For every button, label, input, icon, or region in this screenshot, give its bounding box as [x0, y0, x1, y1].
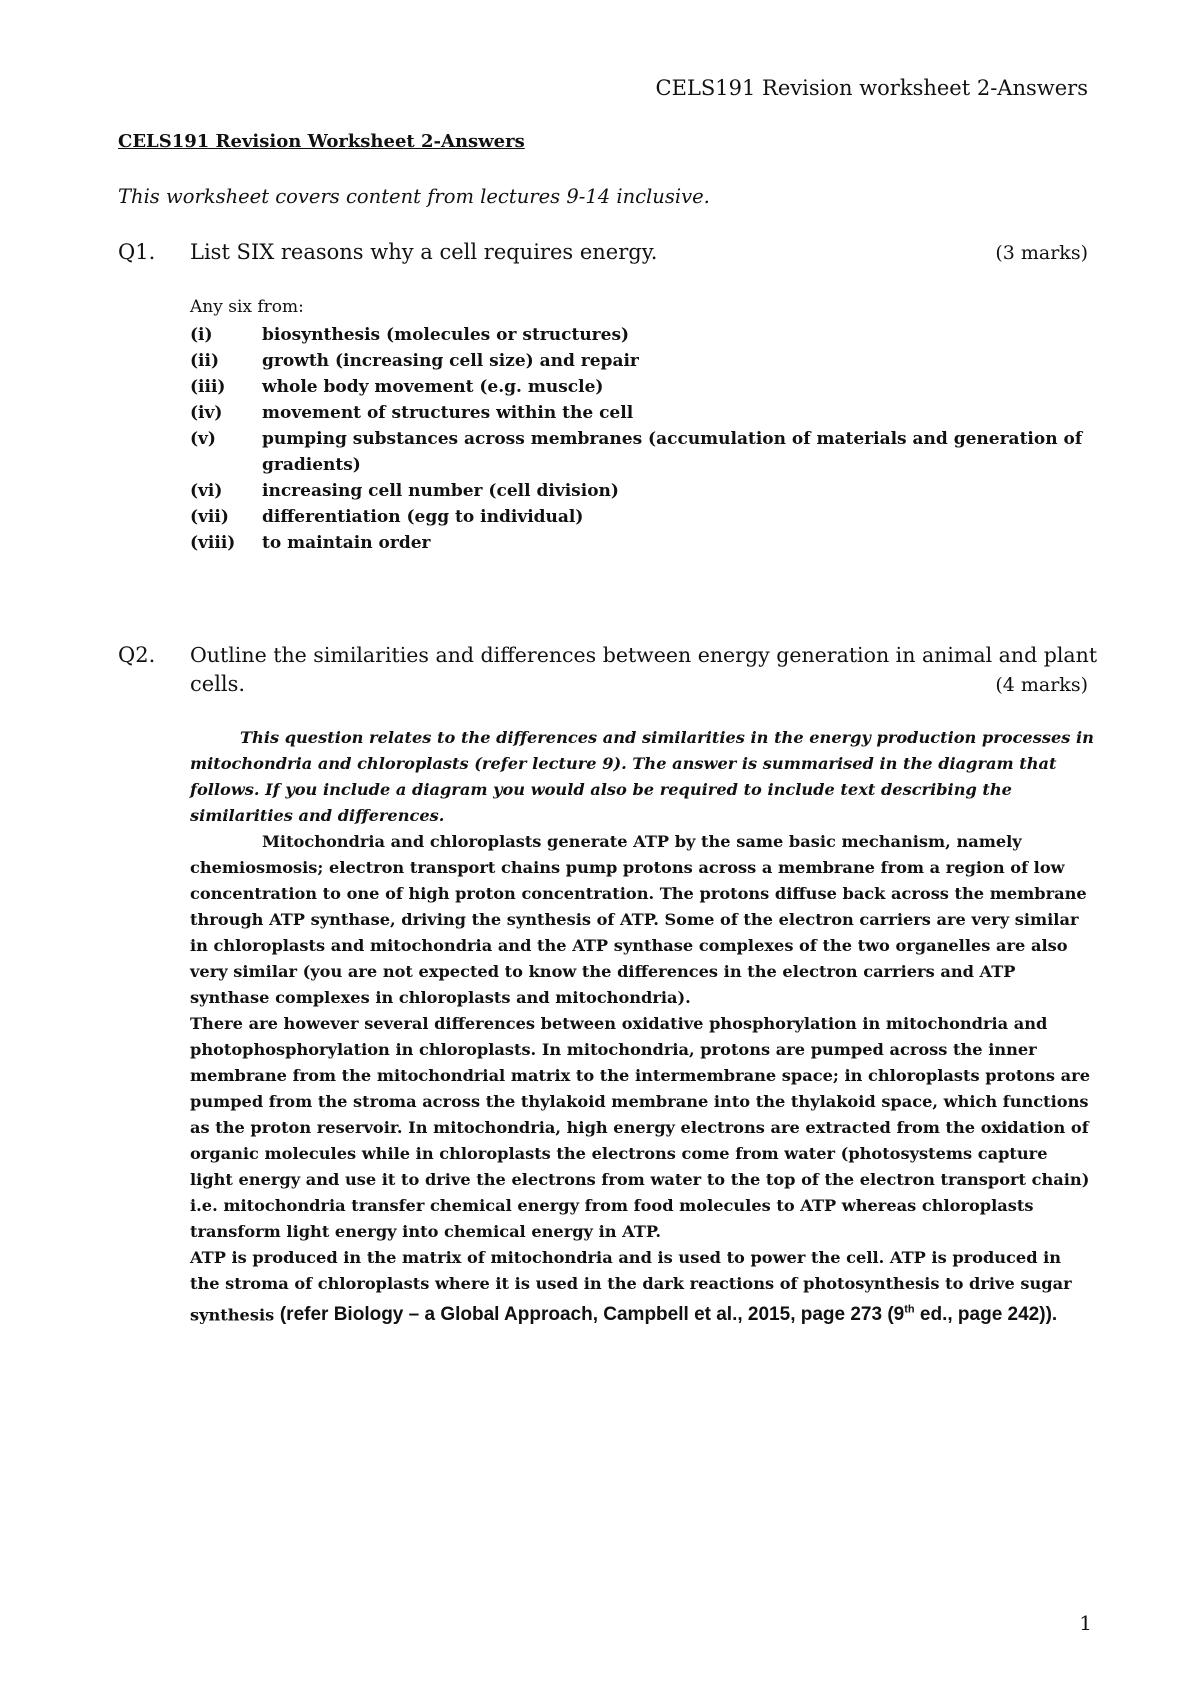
reference-part-a: (refer Biology – a Global Approach, Campbell et al., 2015, page 273 (9: [279, 1304, 905, 1326]
page-number: 1: [1079, 1611, 1092, 1635]
q2-number: Q2.: [118, 643, 156, 667]
list-item: [190, 478, 1090, 504]
document-title: CELS191 Revision Worksheet 2-Answers: [118, 131, 525, 152]
list-item: [190, 400, 1090, 426]
q2-paragraph-2: There are however several differences between oxidative phosphorylation in mitochondria and photophosphorylation in chloroplasts. In mitochondria, protons are pumped across the inner membrane from the mitochondrial matrix to the intermembrane space; in chloroplasts protons are pumped from the stroma across the thylakoid membrane into the thylakoid space, which functions as the proton reservoir. In mitochondria, high energy electrons are extracted from the oxidation of organic molecules while in chloroplasts the electrons come from water (photosystems capture light energy and use it to drive the electrons from water to the top of the electron transport chain) i.e. mitochondria transfer chemical energy from food molecules to ATP whereas chloroplasts transform light energy into chemical energy in ATP.: [190, 1014, 1090, 1241]
q2-marks: (4 marks): [995, 674, 1088, 696]
q2-answer: [190, 725, 1095, 1328]
q1-any-label: Any six from:: [190, 297, 304, 317]
q2-paragraph-3: [190, 1245, 1095, 1328]
intro-text: This worksheet covers content from lectures 9-14 inclusive.: [118, 185, 710, 208]
list-item: [190, 504, 1090, 530]
list-item-text: biosynthesis (molecules or structures): [262, 325, 630, 345]
list-item-text: pumping substances across membranes (accumulation of materials and generation of gradients): [262, 429, 1083, 475]
list-item-text: movement of structures within the cell: [262, 403, 634, 423]
list-item-number: (viii): [190, 533, 236, 553]
q2-text-line1: Outline the similarities and differences between energy generation in animal and plant: [190, 643, 1098, 667]
list-item: [190, 322, 1090, 348]
list-item-number: (iii): [190, 377, 226, 397]
list-item-number: (vi): [190, 481, 223, 501]
list-item-text: growth (increasing cell size) and repair: [262, 351, 639, 371]
list-item: [190, 426, 1090, 478]
reference-part-b: ed., page 242)).: [914, 1304, 1058, 1326]
q2-text-line2: cells.: [190, 672, 246, 696]
list-item-number: (iv): [190, 403, 223, 423]
list-item: [190, 374, 1090, 400]
list-item-text: whole body movement (e.g. muscle): [262, 377, 604, 397]
list-item-number: (i): [190, 325, 213, 345]
list-item: [190, 530, 1090, 556]
textbook-reference: [280, 1304, 1057, 1325]
list-item-text: differentiation (egg to individual): [262, 507, 584, 527]
list-item-number: (ii): [190, 351, 220, 371]
q2-paragraph-3-text: ATP is produced in the matrix of mitochondria and is used to power the cell. ATP is produced in the stroma of chloroplasts where it is used in the dark reactions of photosynthesis to drive sugar synthesis: [190, 1248, 1072, 1325]
reference-superscript: th: [904, 1304, 915, 1316]
list-item: [190, 348, 1090, 374]
q1-text: List SIX reasons why a cell requires energy.: [190, 240, 658, 264]
q1-marks: (3 marks): [995, 242, 1088, 264]
q2-note: This question relates to the differences and similarities in the energy production processes in mitochondria and chloroplasts (refer lecture 9). The answer is summarised in the diagram that follows. If you include a diagram you would also be required to include text describing the similarities and differences.: [190, 728, 1094, 825]
running-header: CELS191 Revision worksheet 2-Answers: [655, 76, 1088, 100]
list-item-text: to maintain order: [262, 533, 431, 553]
q2-paragraph-1: Mitochondria and chloroplasts generate ATP by the same basic mechanism, namely chemiosmosis; electron transport chains pump protons across a membrane from a region of low concentration to one of high proton concentration. The protons diffuse back across the membrane through ATP synthase, driving the synthesis of ATP. Some of the electron carriers are very similar in chloroplasts and mitochondria and the ATP synthase complexes of the two organelles are also very similar (you are not expected to know the differences in the electron carriers and ATP synthase complexes in chloroplasts and mitochondria).: [190, 832, 1087, 1007]
list-item-text: increasing cell number (cell division): [262, 481, 619, 501]
list-item-number: (v): [190, 429, 216, 449]
q1-number: Q1.: [118, 240, 156, 264]
list-item-number: (vii): [190, 507, 229, 527]
q1-answer-list: [190, 322, 1090, 556]
